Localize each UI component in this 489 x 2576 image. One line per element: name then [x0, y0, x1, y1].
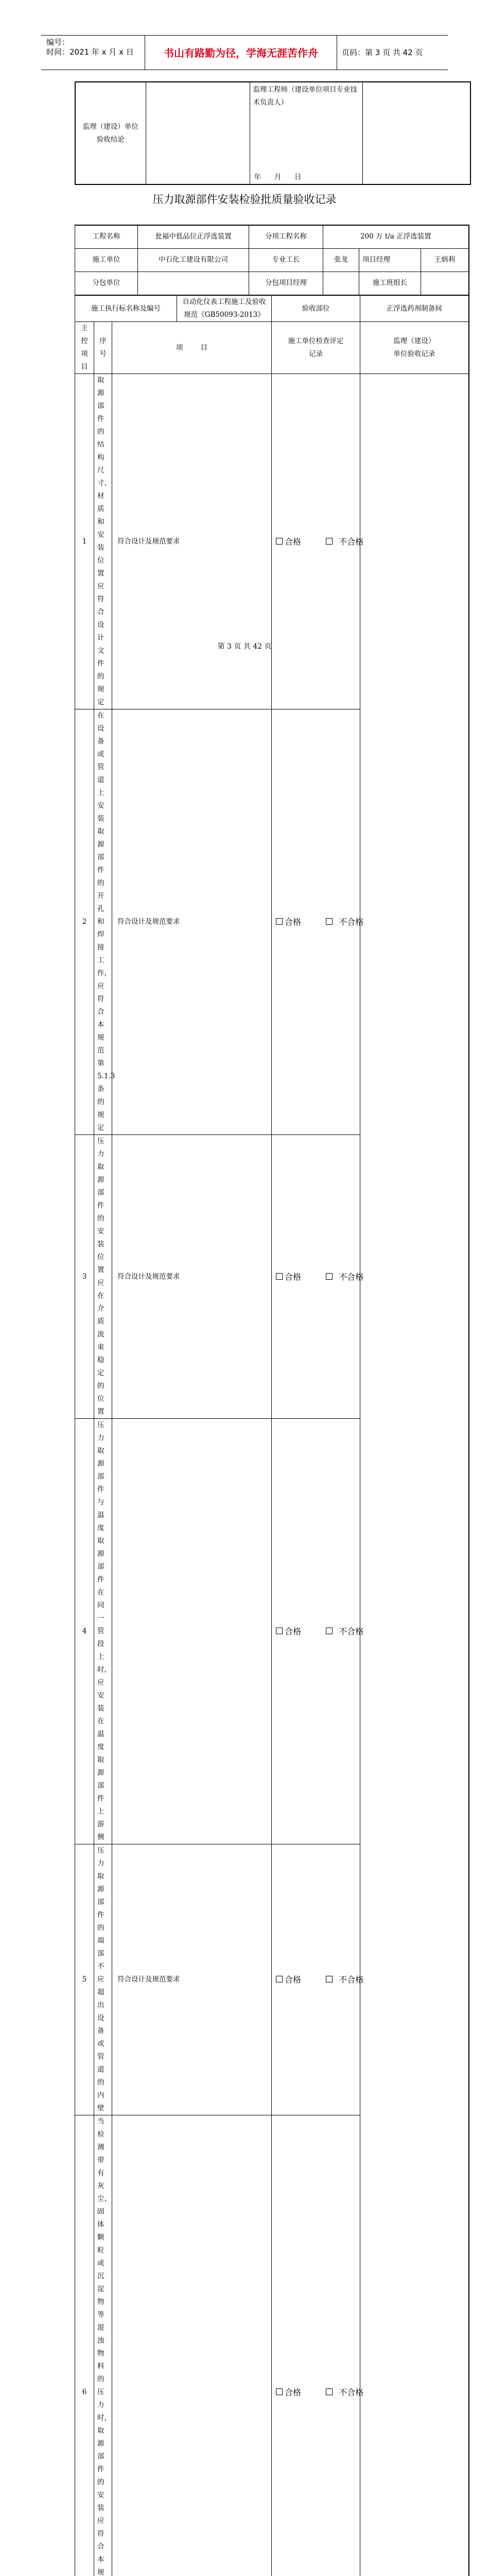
contractor-check-record[interactable]: 符合设计及规范要求: [112, 1135, 272, 1419]
checkbox-icon: [276, 538, 283, 545]
pass-label: 合格: [285, 1626, 301, 1636]
table-row: [75, 1419, 469, 1844]
checkbox-icon: [326, 1628, 333, 1634]
fail-checkbox[interactable]: [326, 1975, 363, 1985]
pass-label: 合格: [285, 1272, 301, 1282]
item-number: 2: [75, 709, 94, 1135]
inspection-items-table: [75, 295, 469, 2576]
contractor-value: 中石化工建设有限公司: [138, 248, 249, 272]
item-description: 取源部件的结构尺寸、材质和安装位置应符合设计文件的规定: [94, 374, 112, 709]
supervision-date-label: 年 月 日: [254, 171, 302, 184]
item-description: 当检测带有灰尘、固体颗粒或沉淀物等混浊物料的压力时，取源部件的安装应符合本规: [94, 2115, 112, 2576]
checkbox-icon: [326, 2388, 333, 2395]
fail-checkbox[interactable]: [326, 1272, 363, 1282]
contractor-label: 施工单位: [75, 248, 138, 272]
foreman-label: 专业工长: [249, 248, 323, 272]
item-description: 压力取源部件的端部不应超出设备或管道的内壁: [94, 1844, 112, 2115]
supervision-signature-cell[interactable]: [362, 82, 470, 184]
checkbox-icon: [276, 1628, 283, 1634]
subcontractor-value[interactable]: [138, 272, 249, 295]
checkbox-icon: [276, 918, 283, 925]
item-description: 压力取源部件与温度取源部件在同一管段上时，应安装在温度取源部件上游侧: [94, 1419, 112, 1844]
subcontractor-label: 分包单位: [75, 272, 138, 295]
checkbox-icon: [326, 918, 333, 925]
fail-checkbox[interactable]: [326, 1626, 363, 1636]
pass-label: 合格: [285, 2387, 301, 2397]
page-footer: 第 3 页 共 42 页: [0, 641, 489, 652]
project-manager-label: 项目经理: [359, 248, 421, 272]
table-row: [75, 1135, 469, 1419]
contractor-check-record[interactable]: 符合设计及规范要求: [112, 709, 272, 1135]
checkbox-icon: [326, 538, 333, 545]
column-item-header: 项 目: [112, 322, 272, 374]
standard-label: 施工执行标名称及编号: [75, 296, 177, 321]
sub-pm-value[interactable]: [323, 272, 359, 295]
fail-label: 不合格: [339, 1272, 363, 1282]
checkbox-icon: [326, 1273, 333, 1280]
fail-label: 不合格: [339, 1626, 363, 1636]
item-number: 6: [75, 2115, 94, 2576]
item-number: 3: [75, 1135, 94, 1419]
header-top-rule: [41, 35, 448, 36]
contractor-check-record[interactable]: 符合设计及规范要求: [112, 1844, 272, 2115]
document-title: 压力取源部件安装检验批质量验收记录: [0, 191, 489, 208]
checkbox-icon: [326, 1976, 333, 1982]
table-row: [75, 1844, 469, 2115]
pass-checkbox[interactable]: [276, 537, 301, 547]
pass-checkbox[interactable]: [276, 1975, 301, 1985]
pass-label: 合格: [285, 537, 301, 547]
header-motto: 书山有路勤为径，学海无涯苦作舟: [145, 45, 337, 61]
pass-label: 合格: [285, 917, 301, 927]
fail-checkbox[interactable]: [326, 2387, 363, 2397]
supervision-conclusion-cell[interactable]: [146, 82, 250, 184]
team-leader-value[interactable]: [421, 272, 469, 295]
column-supervision-header: 监理（建设）单位验收记录: [360, 322, 469, 374]
contractor-check-record[interactable]: [112, 2115, 272, 2576]
fail-label: 不合格: [339, 917, 363, 927]
item-description: 压力取源部件的安装位置应在介质流束稳定的位置: [94, 1135, 112, 1419]
main-control-group-label: 主控项目: [75, 322, 94, 374]
table-row: [75, 2115, 469, 2576]
pass-checkbox[interactable]: [276, 917, 301, 927]
pass-checkbox[interactable]: [276, 2387, 301, 2397]
header-page-info: 页码：第 3 页 共 42 页: [342, 47, 423, 58]
pass-checkbox[interactable]: [276, 1272, 301, 1282]
contractor-check-record[interactable]: [112, 1419, 272, 1844]
checkbox-icon: [276, 1273, 283, 1280]
sub-project-value: 200 万 t/a 正浮选装置: [323, 225, 469, 248]
inspection-part-value: 正浮选药剂制备间: [360, 296, 469, 322]
column-seq-header: 序号: [94, 322, 112, 374]
fail-checkbox[interactable]: [326, 917, 363, 927]
pass-label: 合格: [285, 1975, 301, 1985]
doc-code-label: 编号：: [46, 37, 69, 47]
item-number: 4: [75, 1419, 94, 1844]
table-row: [75, 709, 469, 1135]
fail-label: 不合格: [339, 1975, 363, 1985]
project-name-label: 工程名称: [75, 225, 138, 248]
project-info-table: [75, 225, 469, 295]
sub-project-label: 分项工程名称: [249, 225, 323, 248]
standard-value: 自动化仪表工程施工及验收规范《GB50093-2013》: [177, 296, 271, 321]
pass-checkbox[interactable]: [276, 1626, 301, 1636]
checkbox-icon: [276, 2388, 283, 2395]
item-number: 1: [75, 374, 94, 709]
inspection-part-label: 验收部位: [272, 296, 360, 322]
supervision-engineer-label: 监理工程师（建设单位项目专业技术负责人）: [253, 83, 359, 109]
fail-label: 不合格: [339, 537, 363, 547]
column-contractor-check-header: 施工单位检查评定记录: [272, 322, 360, 374]
team-leader-label: 施工班组长: [359, 272, 421, 295]
project-name-value: 瓮福中低品位正浮选装置: [138, 225, 249, 248]
table-row: [75, 374, 469, 709]
foreman-value: 张龙: [323, 248, 359, 272]
doc-time-label: 时间：2021 年 x 月 x 日: [46, 47, 134, 57]
item-description: 在设备或管道上安装取源部件的开孔和焊接工作，应符合本规范第 5.1.3 条的规定: [94, 709, 112, 1135]
fail-label: 不合格: [339, 2387, 363, 2397]
supervision-conclusion-table: [75, 81, 471, 185]
fail-checkbox[interactable]: [326, 537, 363, 547]
project-manager-value: 王炳利: [421, 248, 469, 272]
sub-pm-label: 分包项目经理: [249, 272, 323, 295]
contractor-check-record[interactable]: 符合设计及规范要求: [112, 374, 272, 709]
supervision-unit-label: 监理（建设）单位验收结论: [75, 82, 146, 184]
item-number: 5: [75, 1844, 94, 2115]
checkbox-icon: [276, 1976, 283, 1982]
